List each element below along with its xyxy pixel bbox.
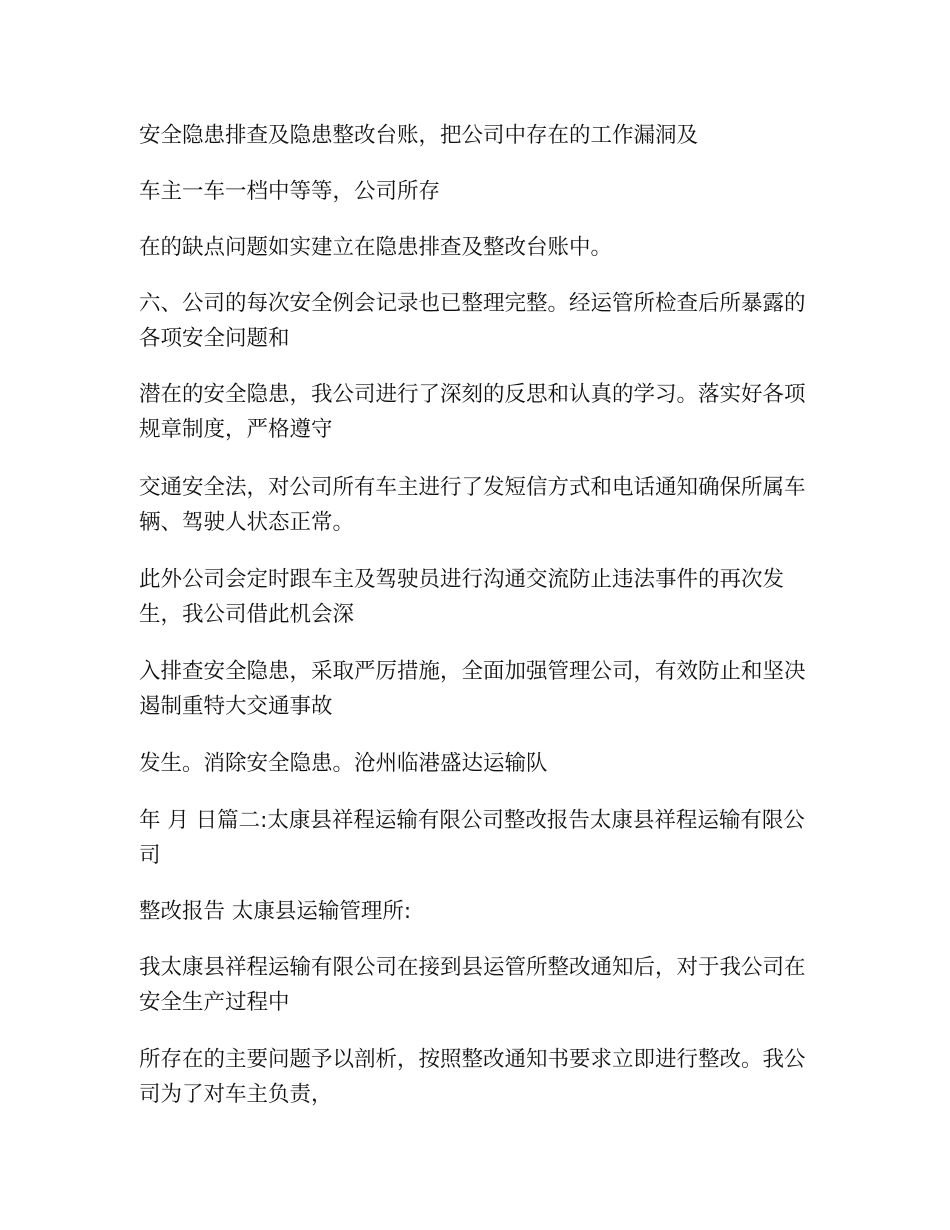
paragraph-2: 车主一车一档中等等，公司所存 — [139, 179, 441, 204]
paragraph-3: 在的缺点问题如实建立在隐患排查及整改台账中。 — [139, 235, 613, 260]
paragraph-9: 发生。消除安全隐患。沧州临港盛达运输队 — [139, 751, 548, 776]
paragraph-8: 入排查安全隐患，采取严厉措施，全面加强管理公司，有效防止和坚决遏制重特大交通事故 — [139, 659, 806, 719]
paragraph-4: 六、公司的每次安全例会记录也已整理完整。经运管所检查后所暴露的各项安全问题和 — [139, 291, 806, 351]
paragraph-12: 我太康县祥程运输有限公司在接到县运管所整改通知后，对于我公司在安全生产过程中 — [139, 955, 806, 1015]
paragraph-7: 此外公司会定时跟车主及驾驶员进行沟通交流防止违法事件的再次发生，我公司借此机会深 — [139, 567, 785, 627]
paragraph-10: 年 月 日篇二:太康县祥程运输有限公司整改报告太康县祥程运输有限公司 — [139, 808, 805, 868]
paragraph-11: 整改报告 太康县运输管理所: — [139, 899, 412, 924]
paragraph-1: 安全隐患排查及隐患整改台账，把公司中存在的工作漏洞及 — [139, 123, 699, 148]
paragraph-13: 所存在的主要问题予以剖析，按照整改通知书要求立即进行整改。我公司为了对车主负责， — [139, 1047, 806, 1107]
paragraph-6: 交通安全法，对公司所有车主进行了发短信方式和电话通知确保所属车辆、驾驶人状态正常。 — [139, 475, 806, 535]
paragraph-5: 潜在的安全隐患，我公司进行了深刻的反思和认真的学习。落实好各项规章制度，严格遵守 — [139, 382, 806, 442]
